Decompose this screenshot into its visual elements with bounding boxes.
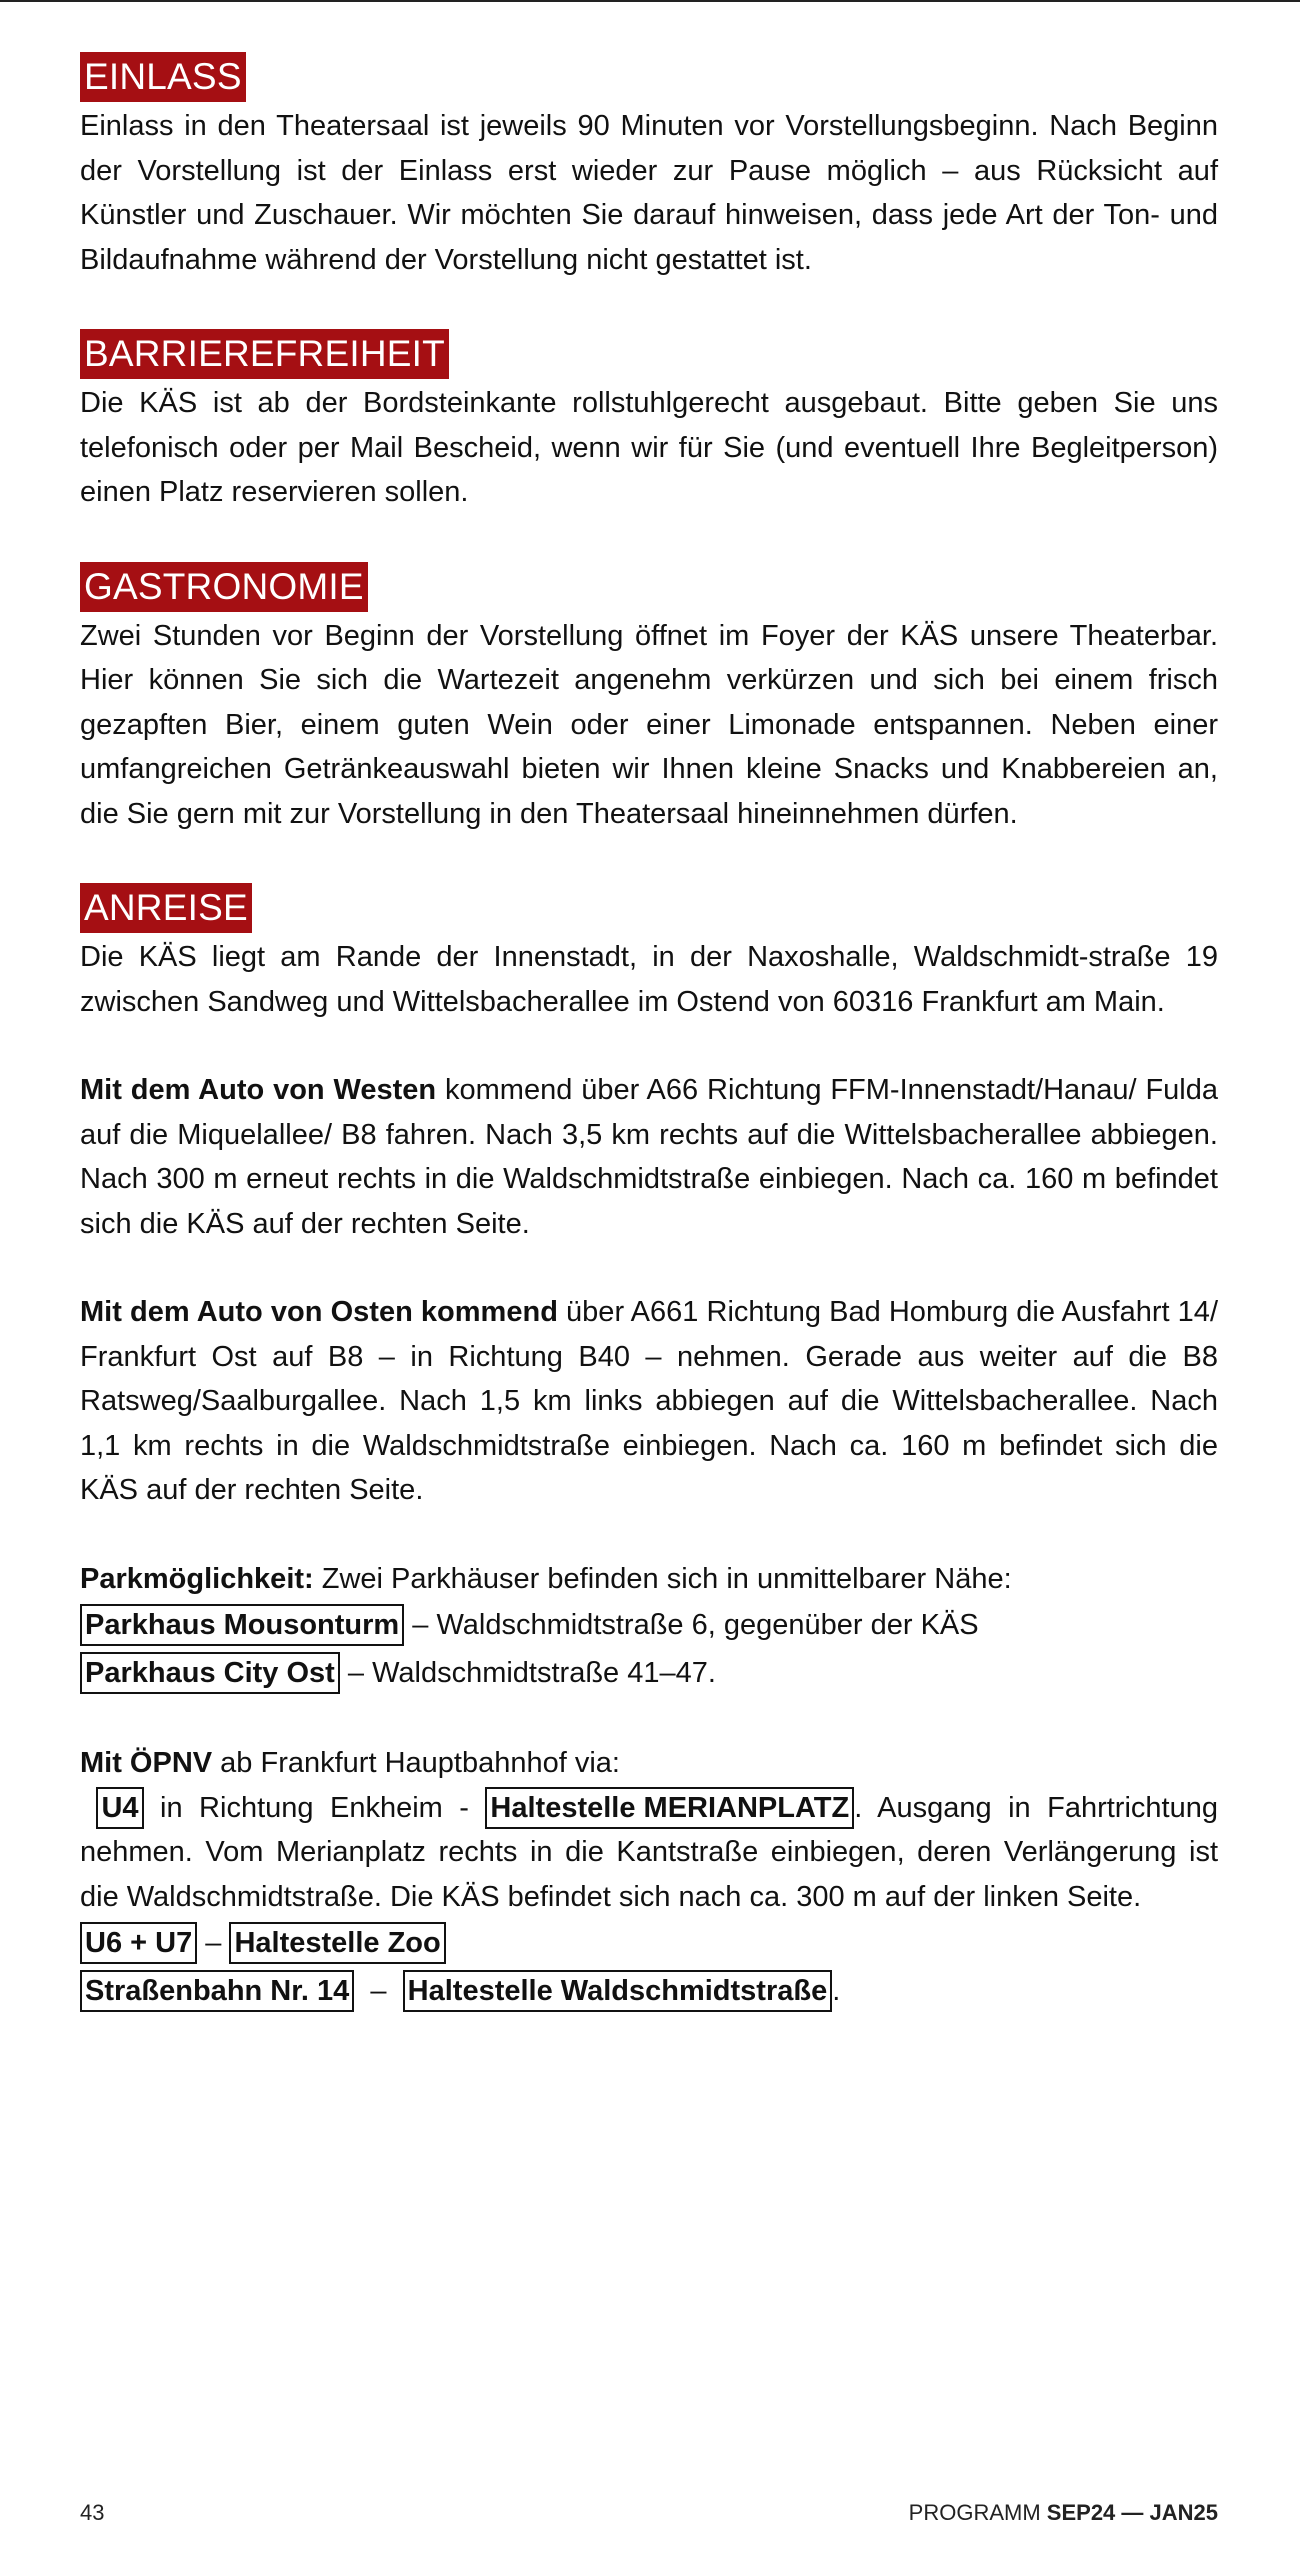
tram-stop: Haltestelle Waldschmidtstraße xyxy=(403,1970,833,2012)
section-gastronomie xyxy=(80,562,1218,837)
park-item-1 xyxy=(80,1601,1218,1649)
u67-sep: – xyxy=(197,1927,230,1959)
u4-label: U4 xyxy=(96,1787,143,1829)
anreise-ost xyxy=(80,1290,1218,1513)
section-heading: ANREISE xyxy=(80,883,252,933)
anreise-intro: Die KÄS liegt am Rande der Innenstadt, in der Naxoshalle, Waldschmidt-straße 19 zwischen Sandweg und Wittelsbacherallee im Ostend von 60316 Frankfurt am Main. xyxy=(80,941,1218,1018)
u4-text2: . Ausgang in Fahrtrichtung nehmen. Vom Merianplatz rechts in die Kantstraße einbiegen, deren Verlängerung ist die Waldschmidtstraße. Die KÄS befindet sich nach ca. 300 m auf der linken Seite. xyxy=(80,1791,1218,1913)
anreise-opnv xyxy=(80,1741,1218,1786)
opnv-u4 xyxy=(80,1786,1218,1920)
section-einlass xyxy=(80,52,1218,282)
west-text: kommend über A66 Richtung FFM-Innenstadt/Hanau/ Fulda auf die Miquelallee/ B8 fahren. Nach 3,5 km rechts auf die Wittelsbacherallee abbiegen. Nach 300 m erneut rechts in die Waldschmidtstraße einbiegen. Nach ca. 160 m befindet sich die KÄS auf der rechten Seite. xyxy=(80,1074,1219,1240)
tram-sep: – xyxy=(354,1975,403,2007)
u4-text1: in Richtung Enkheim - xyxy=(143,1791,486,1824)
ost-text: über A661 Richtung Bad Homburg die Ausfahrt 14/ Frankfurt Ost auf B8 – in Richtung B40 – nehmen. Gerade aus weiter auf die B8 Ratsweg/Saalburgallee. Nach 1,5 km links abbiegen auf die Wittelsbacherallee. Nach 1,1 km rechts in die Waldschmidtstraße einbiegen. Nach ca. 160 m befindet sich die KÄS auf der rechten Seite. xyxy=(80,1296,1218,1506)
section-text: Zwei Stunden vor Beginn der Vorstellung öffnet im Foyer der KÄS unsere Theaterbar. Hier können Sie sich die Wartezeit angenehm verkürzen und sich bei einem frisch gezapften Bier, einem guten Wein oder einer Limonade entspannen. Neben einer umfangreichen Getränkeauswahl bieten wir Ihnen kleine Snacks und Knabbereien an, die Sie gern mit zur Vorstellung in den Theatersaal hineinnehmen dürfen. xyxy=(80,619,1218,830)
opnv-u67 xyxy=(80,1919,1218,1967)
tram-label: Straßenbahn Nr. 14 xyxy=(80,1970,354,2012)
anreise-west xyxy=(80,1068,1218,1246)
section-anreise xyxy=(80,883,1218,2015)
page-number: 43 xyxy=(80,2500,105,2525)
section-text: Die KÄS ist ab der Bordsteinkante rollstuhlgerecht ausgebaut. Bitte geben Sie uns telefonisch oder per Mail Bescheid, wenn wir für Sie (und eventuell Ihre Begleitperson) einen Platz reservieren sollen. xyxy=(80,387,1218,508)
west-lead: Mit dem Auto von Westen xyxy=(80,1074,437,1106)
park2-name: Parkhaus City Ost xyxy=(80,1652,340,1694)
ost-lead: Mit dem Auto von Osten kommend xyxy=(80,1296,558,1328)
section-text: Einlass in den Theatersaal ist jeweils 90 Minuten vor Vorstellungsbeginn. Nach Beginn der Vorstellung ist der Einlass erst wieder zur Pause möglich – aus Rücksicht auf Künstler und Zuschauer. Wir möchten Sie darauf hinweisen, dass jede Art der Ton- und Bildaufnahme während der Vorstellung nicht gestattet ist. xyxy=(80,110,1218,276)
u67-stop: Haltestelle Zoo xyxy=(229,1922,445,1964)
top-rule xyxy=(0,0,1300,2)
program-prefix: PROGRAMM xyxy=(908,2500,1047,2525)
park1-name: Parkhaus Mousonturm xyxy=(80,1604,404,1646)
program-label xyxy=(909,2500,1218,2526)
u67-label: U6 + U7 xyxy=(80,1922,197,1964)
program-period: SEP24 — JAN25 xyxy=(1046,2500,1218,2525)
park2-text: – Waldschmidtstraße 41–47. xyxy=(339,1657,716,1689)
opnv-text: ab Frankfurt Hauptbahnhof via: xyxy=(212,1747,620,1779)
park1-text: – Waldschmidtstraße 6, gegenüber der KÄS xyxy=(404,1609,979,1641)
tram-end: . xyxy=(832,1975,841,2007)
section-barrierefreiheit xyxy=(80,329,1218,515)
u4-stop: Haltestelle MERIANPLATZ xyxy=(485,1787,854,1829)
opnv-lead: Mit ÖPNV xyxy=(80,1747,213,1779)
page-footer xyxy=(80,2500,1218,2526)
section-heading: GASTRONOMIE xyxy=(80,562,368,612)
section-heading: EINLASS xyxy=(80,52,246,102)
park-text: Zwei Parkhäuser befinden sich in unmittelbarer Nähe: xyxy=(313,1562,1012,1595)
park-lead: Parkmöglichkeit: xyxy=(80,1562,314,1595)
park-item-2 xyxy=(80,1649,1218,1697)
anreise-parken xyxy=(80,1557,1218,1602)
section-heading: BARRIEREFREIHEIT xyxy=(80,329,449,379)
page-content xyxy=(80,52,1218,2062)
opnv-tram xyxy=(80,1967,1218,2015)
